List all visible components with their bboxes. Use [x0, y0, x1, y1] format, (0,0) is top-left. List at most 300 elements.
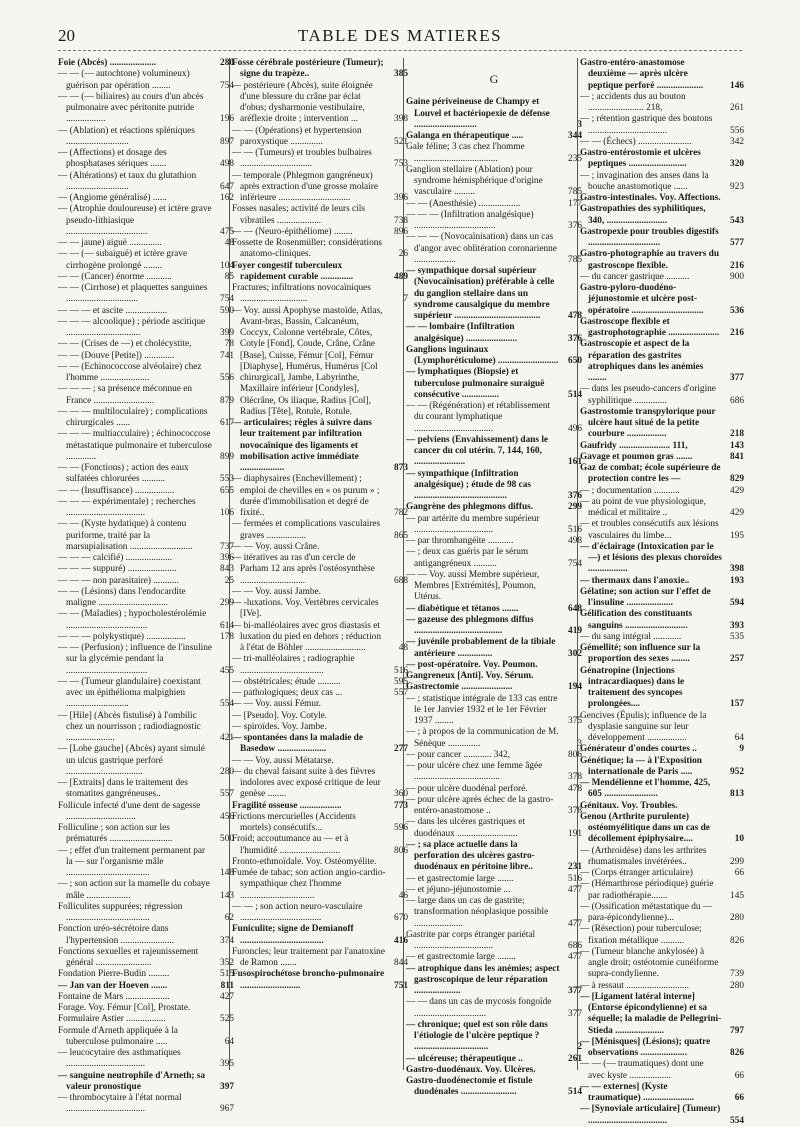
- entry-page-number: 785: [568, 187, 582, 198]
- index-entry: [58, 407, 234, 430]
- entry-text: Gastrostomie transpylorique pour ulcère haut situé de la petite courbure .................: [580, 406, 716, 440]
- entry-page-number: 10: [734, 834, 744, 845]
- entry-text: Formule d'Arneth appliquée à la tuberculose pulmonaire .....: [58, 1025, 178, 1047]
- entry-page-number: 738: [394, 215, 408, 226]
- entry-page-number: 399: [220, 328, 234, 338]
- entry-text: — Voy. aussi Apophyse mastoïde, Atlas, Avant-bras, Bassin, Calcanéum, Coccyx, Colonne vertébrale, Côtes, Cotyle [Fond], Coude, Crâne, Crâne [Base], Cuisse, Fémur [Col], Fémur [Diaphyse], Humérus, Humérus [Col chirurgical], Jambe, Labyrinthe, Maxillaire inférieur [Condyles], Olécrâne, Os iliaque, Radius [Col], Radius [Tête], Rotule, Rotule.: [232, 305, 383, 417]
- entry-page-number: 143: [220, 890, 234, 901]
- index-entry: [58, 677, 234, 711]
- entry-page-number: 85: [224, 271, 234, 282]
- index-entry: [58, 486, 234, 497]
- entry-page-number: 161: [568, 457, 582, 468]
- entry-text: Gencives (Épulis); influence de la dysplasie sanguine sur leur développement .................: [580, 710, 707, 743]
- entry-page-number: 235: [568, 153, 582, 164]
- index-entry: [406, 615, 582, 638]
- index-entry: [406, 322, 582, 345]
- index-entry: [580, 441, 744, 452]
- index-entry: [232, 733, 408, 756]
- entry-page-number: 556: [730, 125, 744, 136]
- entry-text: — — (Anesthésie) ..................: [406, 198, 521, 209]
- entry-text: — post-opératoire. Voy. Poumon.: [406, 659, 538, 670]
- entry-page-number: 647: [220, 181, 234, 192]
- entry-page-number: 477: [568, 884, 582, 895]
- index-entry: [232, 857, 408, 868]
- entry-page-number: 178: [220, 631, 234, 642]
- entry-text: Gastro-duodénaux. Voy. Ulcères.: [406, 1064, 536, 1075]
- entry-text: — ; statistique intégrale de 133 cas entre le 1er Janvier 1932 et le 1er Février 1937 ........: [406, 693, 558, 726]
- entry-text: — chronique; quel est son rôle dans l'étiologie de l'ulcère peptique ? ................................: [406, 1019, 548, 1053]
- entry-page-number: 751: [394, 980, 408, 991]
- entry-page-number: 177: [568, 198, 582, 209]
- entry-page-number: 231: [568, 862, 582, 873]
- index-entry: [580, 924, 744, 947]
- entry-text: Frictions mercurielles (Accidents mortels) consécutifs...: [232, 811, 356, 833]
- index-entry: [406, 604, 582, 615]
- entry-text: — -luxations. Voy. Vertèbres cervicales [IVe].: [232, 598, 379, 620]
- entry-page-number: 374: [220, 935, 234, 946]
- entry-page-number: 143: [730, 440, 744, 451]
- index-entry: [58, 981, 234, 992]
- entry-page-number: 617: [220, 418, 234, 428]
- entry-page-number: 896: [394, 226, 408, 237]
- entry-text: Gastropathies des syphilitiques, 340, ..........................: [580, 204, 706, 226]
- index-entry: [406, 817, 582, 840]
- entry-page-number: 261: [568, 1053, 582, 1064]
- index-entry: [232, 902, 408, 925]
- entry-text: — thrombocytaire à l'état normal ..................................: [58, 1093, 182, 1115]
- index-entry: [580, 542, 744, 576]
- entry-text: Gastro-pyloro-duodéno-jéjunostomie et ulcère post-opératoire ...............................: [580, 283, 704, 316]
- index-entry: [406, 784, 582, 795]
- entry-text: — — (Cirrhose) et plaquettes sanguines ...............................: [58, 283, 208, 305]
- index-entry: [58, 69, 234, 92]
- entry-text: — — — non parasitaire) ...........: [58, 575, 179, 586]
- index-entry: [406, 727, 582, 750]
- entry-page-number: 64: [734, 733, 744, 743]
- entry-text: — — (Insuffisance) .................: [58, 485, 175, 496]
- entry-text: — juvénile probablement de la tibiale antérieure ...............: [406, 637, 556, 659]
- entry-text: — pathologiques; deux cas ...: [232, 688, 343, 698]
- index-entry: [406, 997, 582, 1020]
- index-entry: [406, 671, 582, 682]
- index-entry: [580, 711, 744, 745]
- entry-text: — gazeuse des phlegmons diffus ......................................: [406, 614, 534, 636]
- entry-text: — [Lobe gauche] (Abcès) ayant simulé un ulcus gastrique perforé .................................: [58, 744, 205, 777]
- index-entry: [406, 761, 582, 784]
- index-entry: [406, 964, 582, 998]
- index-entry: [232, 677, 408, 688]
- index-entry: [406, 502, 582, 513]
- entry-page-number: 46: [398, 890, 408, 901]
- entry-text: Gastrectomie ......................: [406, 682, 513, 693]
- page-header: [58, 26, 742, 46]
- entry-text: — — (Échecs) .......................: [580, 136, 692, 147]
- index-entry: [580, 519, 744, 542]
- entry-page-number: 419: [568, 626, 582, 636]
- index-entry: [580, 846, 744, 869]
- index-entry: [232, 598, 408, 621]
- index-entry: [406, 266, 582, 322]
- entry-text: — [Ménisques] (Lésions); quatre observations ....................: [580, 1036, 711, 1058]
- index-entry: [58, 564, 234, 575]
- entry-page-number: 216: [730, 260, 744, 271]
- index-entry: [406, 694, 582, 728]
- index-entry: [580, 609, 744, 632]
- entry-page-number: 376: [568, 221, 582, 231]
- index-entry: [58, 846, 234, 880]
- entry-page-number: 899: [220, 451, 234, 462]
- entry-text: — — — multiacculaire) ; échinococcose métastatique pulmonaire et tuberculose .............: [58, 429, 212, 462]
- entry-page-number: 375: [568, 716, 582, 726]
- entry-text: Génitaux. Voy. Troubles.: [580, 800, 678, 811]
- index-entry: [406, 367, 582, 401]
- index-entry: [58, 171, 234, 194]
- entry-text: Furoncles; leur traitement par l'anatoxine de Ramon .......: [232, 946, 385, 968]
- entry-page-number: 554: [220, 699, 234, 710]
- index-entry: [58, 778, 234, 801]
- index-entry: [58, 351, 234, 362]
- entry-page-number: 813: [730, 789, 744, 800]
- entry-text: — [Ligament latéral interne] (Entorse épicondylienne) et sa séquelle; la maladie de Pellegrini-Stieda .....................: [580, 991, 722, 1036]
- entry-text: — bi-malléolaires avec gros diastasis et luxation du pied en dehors ; réduction à l'état de Böhler ..........................: [232, 620, 381, 653]
- entry-text: Génétique; la — à l'Exposition internationale de Paris .....: [580, 755, 702, 777]
- entry-page-number: 595: [394, 676, 408, 687]
- entry-page-number: 377: [730, 373, 744, 383]
- entry-text: — — (Cancer) énorme ...........: [58, 271, 172, 282]
- entry-page-number: 826: [730, 935, 744, 946]
- entry-text: — itératives au ras d'un cercle de Parham 12 ans après l'ostéosynthèse ............................: [232, 553, 375, 586]
- entry-page-number: 66: [734, 1093, 744, 1103]
- index-entry: [58, 1071, 234, 1094]
- entry-text: Fractures; infiltrations novocaïniques .............................: [232, 283, 371, 305]
- entry-text: Gangreneux [Anti]. Voy. Sérum.: [406, 671, 534, 681]
- entry-text: Galanga en thérapeutique .....: [406, 131, 524, 141]
- index-entry: [232, 587, 408, 598]
- index-entry: [58, 924, 234, 947]
- index-entry: [580, 58, 744, 92]
- index-entry: [232, 969, 408, 992]
- index-entry: [580, 227, 744, 250]
- entry-text: Genou (Arthrite purulente) ostéomyélitique dans un cas de décollement épiphysaire....: [580, 811, 710, 845]
- entry-page-number: 416: [394, 935, 408, 946]
- entry-page-number: 277: [394, 744, 408, 755]
- entry-page-number: 145: [730, 890, 744, 901]
- index-entry: [232, 688, 408, 699]
- entry-text: — et gastrectomie large .......: [406, 873, 514, 884]
- entry-text: Gaz de combat; école supérieure de protection contre les —: [580, 463, 721, 485]
- index-entry: [580, 1104, 744, 1127]
- index-entry: [58, 126, 234, 149]
- entry-page-number: 478: [568, 783, 582, 794]
- header-rule: [58, 50, 742, 51]
- entry-text: — ; sa place actuelle dans la perforation des ulcères gastro-duodénaux en péritoine libre..: [406, 839, 535, 873]
- entry-text: — ; son action sur la mamelle du cobaye mâle ...................: [58, 879, 210, 901]
- entry-page-number: 543: [730, 215, 744, 226]
- entry-page-number: 320: [730, 159, 744, 170]
- index-entry: [58, 362, 234, 385]
- entry-page-number: 218: [730, 429, 744, 440]
- index-entry: [58, 632, 234, 643]
- entry-text: Gastro-entéro-anastomose deuxième — après ulcère peptique perforé ....................: [580, 58, 704, 91]
- entry-page-number: 516: [568, 873, 582, 884]
- index-entry: [58, 744, 234, 778]
- entry-page-number: 478: [568, 311, 582, 321]
- entry-text: Fosses nasales; activité de leurs cils vibratiles ...................: [232, 204, 365, 226]
- entry-text: — — (Neuro-épithéliome) ........: [232, 226, 353, 237]
- entry-page-number: 879: [220, 395, 234, 406]
- entry-text: — large dans un cas de gastrite; transformation néoplasique possible .....................: [406, 896, 549, 929]
- entry-text: — et jéjuno-jéjunostomie ...: [406, 884, 511, 895]
- column-divider: [577, 58, 578, 1070]
- index-entry: [58, 384, 234, 407]
- entry-page-number: 826: [730, 1048, 744, 1058]
- index-entry: [406, 660, 582, 671]
- entry-text: — — (— traumatiques) dont une avec kyste ..................: [580, 1059, 704, 1081]
- index-entry: [232, 227, 408, 238]
- index-entry: [58, 148, 234, 171]
- entry-text: — et gastrectomie large ........: [406, 952, 516, 963]
- index-column-3: [406, 58, 582, 1098]
- entry-page-number: 78: [224, 339, 234, 350]
- entry-page-number: 590: [220, 305, 234, 316]
- index-entry: [58, 1026, 234, 1049]
- index-entry: [232, 474, 408, 519]
- entry-text: — pelviens (Envahissement) dans le cancer du col utérin. 7, 144, 160, ......................: [406, 434, 549, 468]
- entry-text: — ; effet d'un traitement permanent par la — sur l'organisme mâle ....................................: [58, 845, 206, 878]
- index-entry: [232, 238, 408, 261]
- index-entry: [58, 339, 234, 350]
- entry-text: Gastro-photographie au travers du gastroscope flexible.: [580, 249, 720, 271]
- entry-page-number: 377: [568, 1008, 582, 1019]
- entry-text: — — (Maladies) ; hypocholestérolémie ...................................: [58, 609, 207, 631]
- index-entry: [58, 283, 234, 306]
- entry-page-number: 62: [224, 913, 234, 923]
- entry-page-number: 655: [220, 485, 234, 496]
- entry-text: — (Ossification métastatique du — para-épicondylienne)...: [580, 901, 713, 923]
- entry-page-number: 261: [730, 103, 744, 113]
- entry-page-number: 162: [220, 193, 234, 203]
- entry-page-number: 377: [568, 986, 582, 996]
- entry-page-number: 865: [394, 530, 408, 541]
- entry-text: — — (Kyste hydatique) à contenu puriforme, traité par la marsupialisation ...........................: [58, 519, 193, 552]
- index-entry: [58, 902, 234, 925]
- entry-text: — — (Fonctions) ; action des eaux sulfatées chlorurées ..........: [58, 463, 189, 485]
- entry-page-number: 686: [568, 941, 582, 951]
- entry-text: — du cancer gastrique ..........: [580, 271, 690, 282]
- entry-text: — postérieure (Abcès), suite éloignée d'une blessure du crâne par éclat d'obus; dysharmonie vestibulaire, aréflexie droite ; intervention ...: [232, 80, 373, 125]
- entry-text: — spiroïdes. Voy. Jambe.: [232, 721, 327, 732]
- entry-text: — [Synoviale articulaire] (Tumeur) ..................................: [580, 1104, 721, 1126]
- index-entry: [406, 1054, 582, 1065]
- index-entry: [58, 1048, 234, 1071]
- entry-page-number: 873: [394, 463, 408, 473]
- index-entry: [58, 193, 234, 204]
- index-entry: [58, 643, 234, 677]
- index-entry: [58, 992, 234, 1003]
- index-entry: [232, 947, 408, 970]
- index-entry: [58, 947, 234, 970]
- entry-text: Fonctions sexuelles et rajeunissement général ........................: [58, 946, 199, 968]
- entry-text: — — (Lésions) dans l'endocardite maligne ..............................: [58, 586, 186, 608]
- entry-text: — lymphatiques (Biopsie) et tuberculose pulmonaire suraiguë consécutive ................: [406, 367, 545, 400]
- entry-page-number: 393: [730, 620, 744, 631]
- index-entry: [58, 204, 234, 238]
- entry-page-number: 378: [568, 772, 582, 783]
- index-entry: [232, 261, 408, 284]
- entry-page-number: 797: [730, 1025, 744, 1036]
- index-entry: [58, 801, 234, 824]
- index-entry: [232, 542, 408, 553]
- entry-page-number: 302: [568, 648, 582, 659]
- index-entry: [232, 924, 408, 947]
- index-entry: [580, 148, 744, 171]
- index-entry: [580, 452, 744, 463]
- entry-page-number: 829: [730, 474, 744, 485]
- entry-text: Foie (Abcès) ....................: [58, 58, 157, 68]
- entry-text: Gastro-duodénectomie et fistule duodénales ........................: [406, 1076, 533, 1098]
- entry-page-number: 811: [220, 980, 234, 991]
- entry-page-number: 280: [730, 980, 744, 991]
- index-entry: [580, 868, 744, 879]
- index-entry: [232, 519, 408, 542]
- entry-text: — pour cancer ............ 342,: [406, 749, 511, 760]
- index-entry: [580, 486, 744, 497]
- index-entry: [232, 767, 408, 801]
- entry-page-number: 421: [220, 733, 234, 743]
- index-entry: [406, 210, 582, 233]
- index-entry: [232, 756, 408, 767]
- entry-page-number: 280: [730, 913, 744, 923]
- entry-text: — à ressaut ...........................: [580, 980, 689, 991]
- entry-text: — — dans un cas de mycosis fongoïde ...............................: [406, 997, 552, 1019]
- entry-page-number: 398: [730, 564, 744, 575]
- index-entry: [406, 435, 582, 469]
- entry-text: Fondation Pierre-Budin .........: [58, 969, 170, 980]
- index-entry: [580, 283, 744, 317]
- index-entry: [580, 576, 744, 587]
- entry-text: — — — calcifié) ....................: [58, 553, 173, 563]
- index-entry: [580, 1059, 744, 1082]
- index-entry: [232, 553, 408, 587]
- index-entry: [58, 587, 234, 610]
- index-entry: [232, 801, 408, 812]
- index-entry: [406, 840, 582, 874]
- entry-text: Gavage et poumon gras .......: [580, 451, 693, 462]
- entry-page-number: 427: [220, 991, 234, 1002]
- entry-page-number: 739: [730, 969, 744, 980]
- index-entry: [580, 384, 744, 407]
- entry-page-number: 648: [568, 603, 582, 614]
- index-entry: [58, 519, 234, 553]
- index-entry: [232, 204, 408, 227]
- entry-page-number: 514: [568, 389, 582, 400]
- entry-page-number: 785: [568, 254, 582, 265]
- entry-page-number: 378: [568, 806, 582, 816]
- entry-page-number: 554: [730, 1115, 744, 1126]
- entry-page-number: 844: [394, 958, 408, 968]
- entry-text: — — Voy. aussi Jambe.: [232, 586, 321, 597]
- entry-text: Fontaine de Mars ...................: [58, 991, 170, 1002]
- index-entry: [58, 553, 234, 564]
- entry-page-number: 614: [220, 620, 234, 631]
- entry-text: — diabétique et tétanos .......: [406, 603, 519, 614]
- entry-page-number: 498: [568, 536, 582, 546]
- index-entry: [580, 1082, 744, 1105]
- entry-text: Ganglion stellaire (Ablation) pour syndrome hémisphérique d'origine vasculaire .........: [406, 164, 543, 198]
- entry-page-number: 500: [220, 834, 234, 845]
- index-entry: [232, 812, 408, 835]
- entry-text: — [Hile] (Abcès fistulisé) à l'ombilic chez un nourrisson ; radiodiagnostic .....................: [58, 710, 201, 743]
- entry-text: Gastrite par corps étranger pariétal ..................................: [406, 929, 536, 951]
- entry-text: Gaufridy ...................... 111,: [580, 440, 688, 451]
- entry-text: — [Extraits] dans le traitement des stomatites gangréneuses..: [58, 778, 188, 800]
- entry-page-number: 477: [568, 952, 582, 963]
- entry-text: — — — alcoolique) ; période ascitique ................................: [58, 316, 206, 338]
- index-entry: [406, 750, 582, 761]
- index-entry: [406, 896, 582, 930]
- index-entry: [580, 812, 744, 846]
- index-entry: [58, 1093, 234, 1116]
- entry-text: — sympathique dorsal supérieur (Novocaïnisation) préférable à celle du ganglion stellaire dans un syndrome causalgique du membre supérieur .....................................: [406, 266, 555, 321]
- section-letter: G: [489, 72, 499, 86]
- index-entry: [232, 126, 408, 149]
- entry-page-number: 753: [394, 159, 408, 170]
- entry-page-number: 25: [224, 575, 234, 586]
- entry-text: — ; deux cas guéris par le sérum antigangréneux ..........: [406, 547, 529, 569]
- entry-page-number: 66: [734, 868, 744, 878]
- entry-page-number: 193: [730, 575, 744, 586]
- entry-text: — du cheval faisant suite à des fièvres indolores avec exposé critique de leur genèse ........: [232, 766, 381, 800]
- entry-page-number: 900: [730, 271, 744, 282]
- index-entry: [406, 1076, 582, 1099]
- entry-text: — (Angiome généralisé) ......: [58, 193, 167, 203]
- entry-text: — [Pseudo]. Voy. Cotyle.: [232, 710, 328, 721]
- index-entry: [232, 711, 408, 722]
- entry-page-number: 48: [224, 238, 234, 248]
- entry-page-number: 952: [730, 766, 744, 777]
- entry-text: — — (Régénération) et rétablissement du courant lymphatique ..................................: [406, 401, 551, 434]
- entry-text: — par thrombangéite ...........: [406, 536, 514, 546]
- entry-text: — — externes] (Kyste traumatique) ......................: [580, 1081, 695, 1103]
- entry-text: — (Résection) pour tuberculose; fixation métallique ..........: [580, 924, 702, 946]
- entry-text: Ganglions inguinaux (Lymphoréticulome) ..........................: [406, 344, 559, 366]
- page-title: TABLE DES MATIERES: [297, 26, 503, 45]
- index-entry: [580, 587, 744, 610]
- entry-page-number: 106: [220, 508, 234, 518]
- entry-page-number: 396: [394, 193, 408, 203]
- entry-text: — ; rétention gastrique des boutons ..................................: [580, 114, 713, 136]
- index-entry: [406, 682, 582, 693]
- entry-page-number: 557: [394, 688, 408, 698]
- entry-page-number: 146: [730, 80, 744, 91]
- index-entry: [406, 142, 582, 165]
- entry-page-number: 686: [730, 395, 744, 406]
- entry-text: — Mendélienne et l'homme, 425, 605 .......................: [580, 778, 711, 800]
- entry-page-number: 754: [220, 294, 234, 305]
- index-entry: [580, 879, 744, 902]
- entry-text: — — Voy. aussi Métatarse.: [232, 755, 334, 766]
- entry-page-number: 148: [220, 868, 234, 878]
- index-entry: [580, 193, 744, 204]
- entry-page-number: 195: [730, 530, 744, 541]
- entry-text: Follicule infecté d'une dent de sagesse ..............................: [58, 800, 201, 822]
- entry-page-number: 64: [224, 1036, 234, 1047]
- entry-text: — — jaune) aiguë ..............: [58, 238, 162, 248]
- index-entry: [580, 171, 744, 194]
- entry-page-number: 280: [220, 58, 234, 68]
- entry-page-number: 299: [568, 502, 582, 513]
- entry-page-number: 104: [220, 260, 234, 271]
